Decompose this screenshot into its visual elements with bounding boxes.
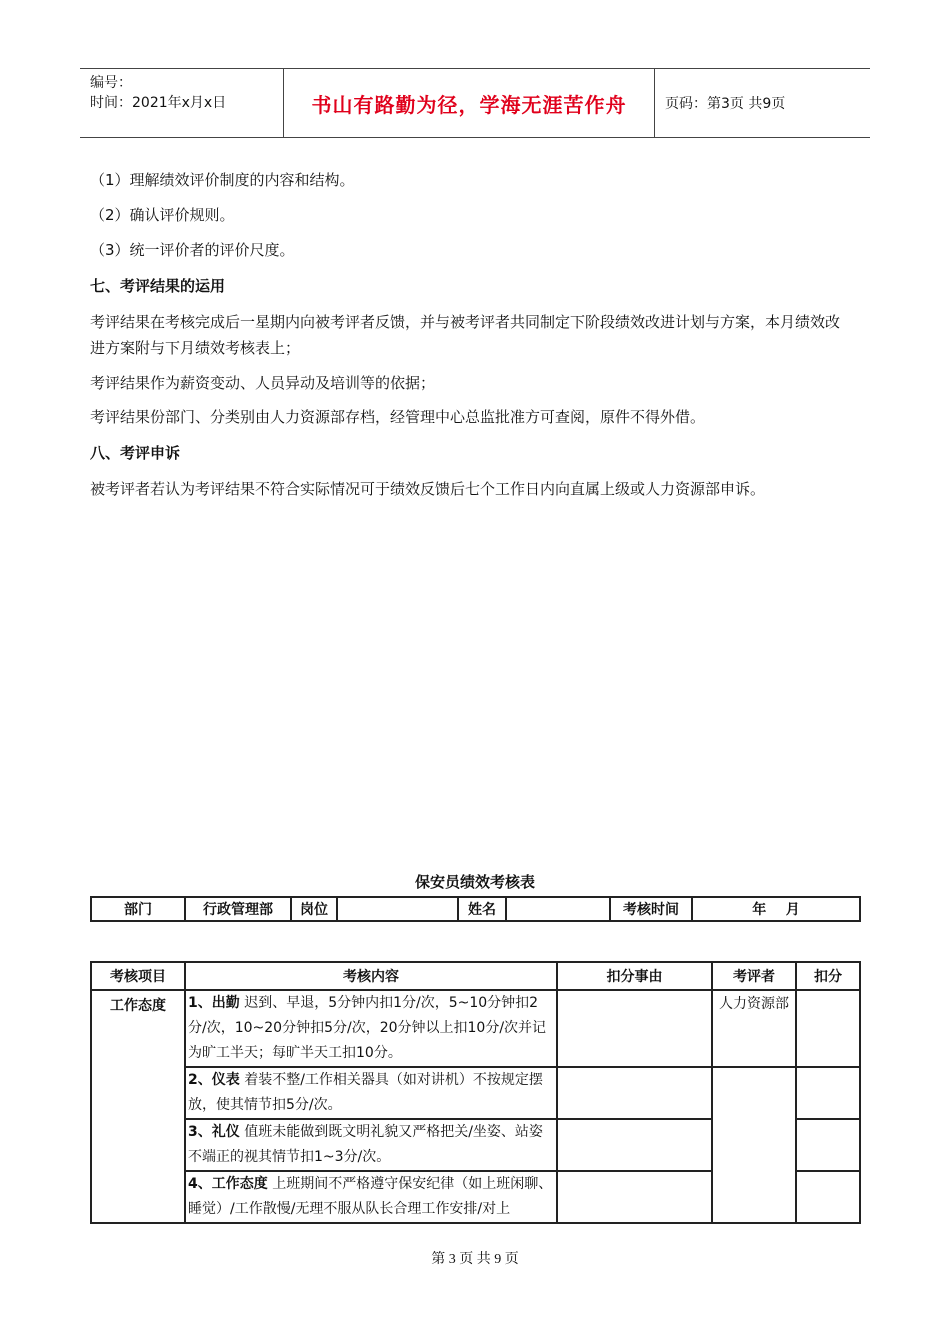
column-header: 扣分事由 — [557, 962, 712, 990]
score-cell — [796, 1119, 860, 1171]
list-item: （1）理解绩效评价制度的内容和结构。 — [90, 171, 355, 189]
table-header-row — [91, 962, 860, 990]
name-label: 姓名 — [458, 897, 506, 921]
row-title: 2、仪表 — [188, 1072, 240, 1088]
dept-label: 部门 — [91, 897, 185, 921]
table-row — [91, 990, 860, 1067]
category-cell: 工作态度 — [91, 990, 185, 1223]
position-label: 岗位 — [291, 897, 337, 921]
reason-cell — [557, 1119, 712, 1171]
paragraph: 考评结果份部门、分类别由人力资源部存档，经管理中心总监批准方可查阅，原件不得外借。 — [90, 408, 706, 426]
time-label: 时间：2021年x月x日 — [90, 95, 227, 111]
column-header: 考评者 — [712, 962, 796, 990]
section-heading: 七、考评结果的运用 — [90, 277, 226, 295]
row-title: 1、出勤 — [188, 995, 240, 1011]
reason-cell — [557, 1067, 712, 1119]
info-table — [90, 896, 861, 922]
list-item: （3）统一评价者的评价尺度。 — [90, 241, 295, 259]
content-cell — [185, 990, 557, 1067]
evaluator-cell — [712, 1067, 796, 1223]
row-title: 3、礼仪 — [188, 1124, 240, 1140]
paragraph: 考评结果作为薪资变动、人员异动及培训等的依据； — [90, 374, 436, 392]
header-page-label: 页码：第3页 共9页 — [665, 96, 786, 112]
column-header: 考核项目 — [91, 962, 185, 990]
row-text: 着装不整/工作相关器具（如对讲机）不按规定摆放，使其情节扣5分/次。 — [188, 1072, 543, 1113]
column-header: 扣分 — [796, 962, 860, 990]
time-value: 年 月 — [692, 897, 860, 921]
position-value — [337, 897, 458, 921]
table-row — [91, 1067, 860, 1119]
section-heading: 八、考评申诉 — [90, 444, 181, 462]
evaluator-cell: 人力资源部 — [712, 990, 796, 1067]
row-title: 4、工作态度 — [188, 1176, 268, 1192]
score-cell — [796, 990, 860, 1067]
time-label-cell: 考核时间 — [610, 897, 692, 921]
reason-cell — [557, 1171, 712, 1223]
list-item: （2）确认评价规则。 — [90, 206, 235, 224]
header-divider — [654, 69, 655, 137]
evaluation-table — [90, 961, 861, 1224]
reason-cell — [557, 990, 712, 1067]
header-meta — [90, 73, 280, 113]
header-motto: 书山有路勤为径，学海无涯苦作舟 — [311, 92, 627, 117]
number-label: 编号： — [90, 75, 132, 91]
score-cell — [796, 1067, 860, 1119]
row-text: 迟到、早退，5分钟内扣1分/次，5~10分钟扣2分/次，10~20分钟扣5分/次，20分钟以上扣10分/次并记为旷工半天；每旷半天工扣10分。 — [188, 995, 547, 1061]
page-header — [80, 68, 870, 138]
column-header: 考核内容 — [185, 962, 557, 990]
row-text: 值班未能做到既文明礼貌又严格把关/坐姿、站姿不端正的视其情节扣1~3分/次。 — [188, 1124, 543, 1165]
content-cell — [185, 1067, 557, 1119]
score-cell — [796, 1171, 860, 1223]
paragraph: 考评结果在考核完成后一星期内向被考评者反馈，并与被考评者共同制定下阶段绩效改进计划与方案，本月绩效改进方案附与下月绩效考核表上； — [90, 313, 841, 357]
table-title: 保安员绩效考核表 — [414, 873, 535, 891]
page-footer: 第 3 页 共 9 页 — [431, 1252, 519, 1267]
paragraph: 被考评者若认为考评结果不符合实际情况可于绩效反馈后七个工作日内向直属上级或人力资源部申诉。 — [90, 480, 766, 498]
dept-value: 行政管理部 — [185, 897, 291, 921]
name-value — [506, 897, 610, 921]
content-cell — [185, 1171, 557, 1223]
row-text: 上班期间不严格遵守保安纪律（如上班闲聊、睡觉）/工作散慢/无理不服从队长合理工作安排/对上 — [188, 1176, 553, 1217]
content-cell — [185, 1119, 557, 1171]
